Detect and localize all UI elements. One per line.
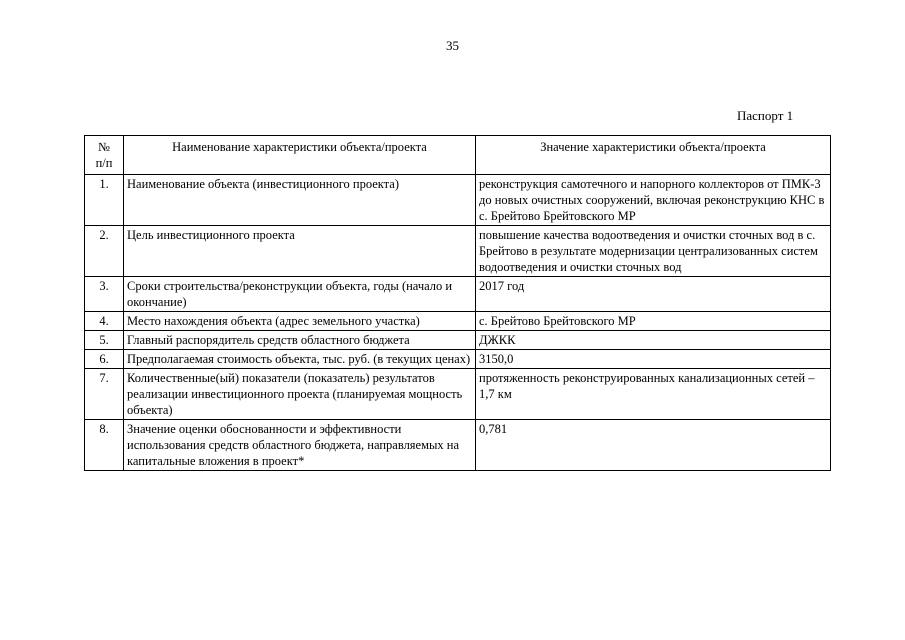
row-name: Количественные(ый) показатели (показатель) результатов реализации инвестиционного проекта (планируемая мощность объекта) (124, 369, 476, 420)
row-number: 7. (85, 369, 124, 420)
row-value: ДЖКК (476, 331, 831, 350)
table-row (85, 331, 831, 350)
passport-table (84, 135, 831, 471)
row-value: 0,781 (476, 420, 831, 471)
table-row (85, 369, 831, 420)
row-number: 6. (85, 350, 124, 369)
row-number: 1. (85, 175, 124, 226)
table-row (85, 175, 831, 226)
table-row (85, 420, 831, 471)
table-row (85, 277, 831, 312)
table-row (85, 350, 831, 369)
page-number: 35 (446, 38, 459, 53)
row-name: Цель инвестиционного проекта (124, 226, 476, 277)
table-row (85, 226, 831, 277)
header-characteristic-name: Наименование характеристики объекта/проекта (124, 136, 476, 175)
row-number: 4. (85, 312, 124, 331)
header-number: № п/п (85, 136, 124, 175)
row-name: Сроки строительства/реконструкции объекта, годы (начало и окончание) (124, 277, 476, 312)
table-header-row (85, 136, 831, 175)
table-row (85, 312, 831, 331)
row-value: протяженность реконструированных канализационных сетей – 1,7 км (476, 369, 831, 420)
row-name: Главный распорядитель средств областного бюджета (124, 331, 476, 350)
row-value: 2017 год (476, 277, 831, 312)
row-value: с. Брейтово Брейтовского МР (476, 312, 831, 331)
row-name: Место нахождения объекта (адрес земельного участка) (124, 312, 476, 331)
document-label: Паспорт 1 (737, 108, 794, 123)
row-number: 5. (85, 331, 124, 350)
row-number: 8. (85, 420, 124, 471)
row-name: Предполагаемая стоимость объекта, тыс. руб. (в текущих ценах) (124, 350, 476, 369)
row-value: реконструкция самотечного и напорного коллекторов от ПМК-3 до новых очистных сооружений, включая реконструкцию КНС в с. Брейтово Брейтовского МР (476, 175, 831, 226)
row-name: Значение оценки обоснованности и эффективности использования средств областного бюджета, направляемых на капитальные вложения в проект* (124, 420, 476, 471)
header-characteristic-value: Значение характеристики объекта/проекта (476, 136, 831, 175)
row-number: 3. (85, 277, 124, 312)
row-value: повышение качества водоотведения и очистки сточных вод в с. Брейтово в результате модернизации централизованных систем водоотведения и очистки сточных вод (476, 226, 831, 277)
row-value: 3150,0 (476, 350, 831, 369)
row-number: 2. (85, 226, 124, 277)
row-name: Наименование объекта (инвестиционного проекта) (124, 175, 476, 226)
